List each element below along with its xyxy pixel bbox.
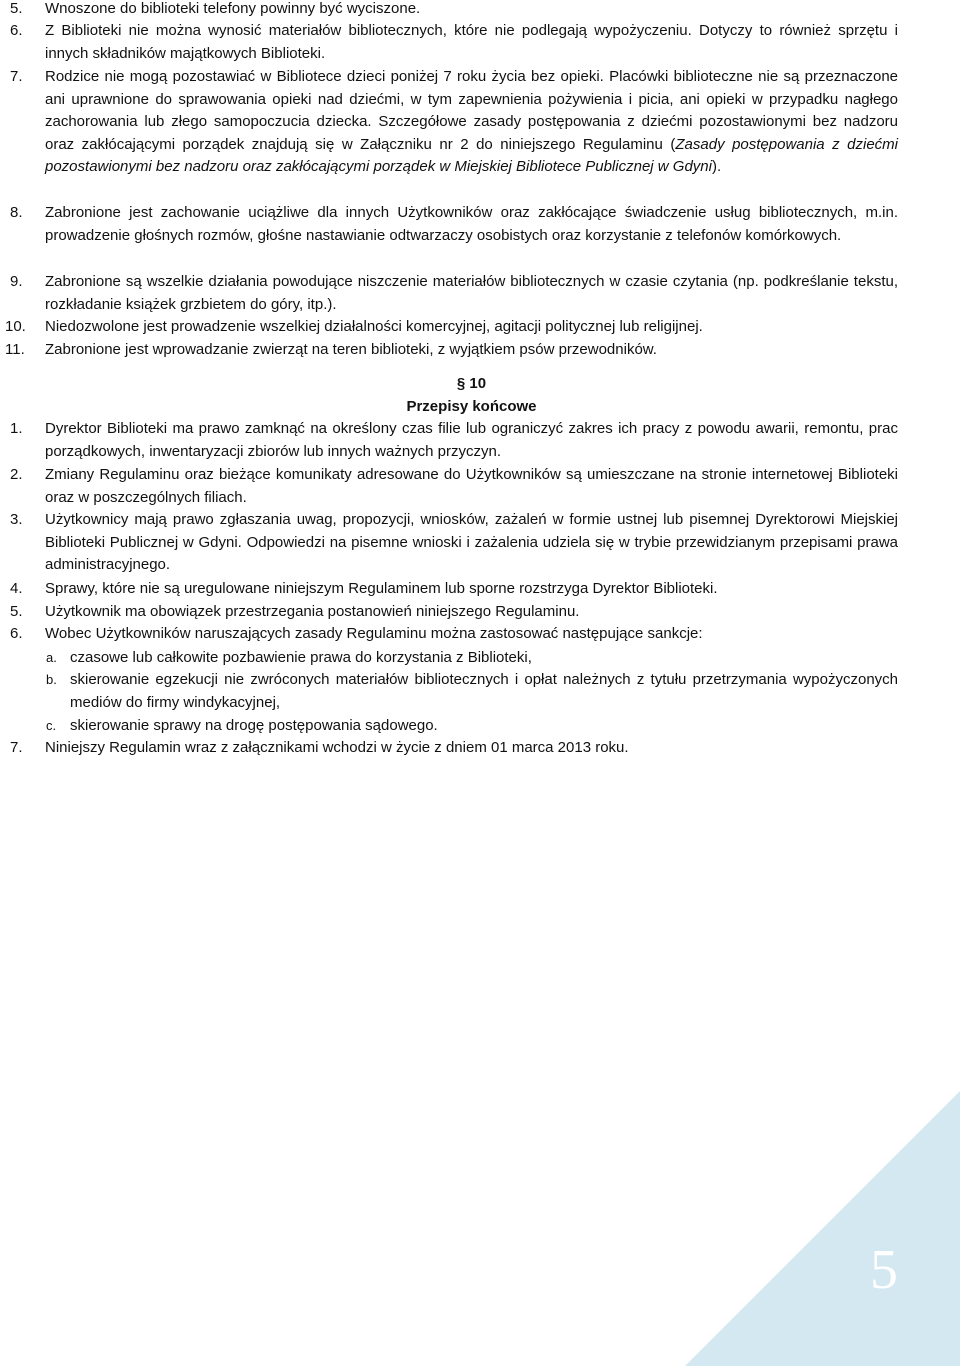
final-text: Niniejszy Regulamin wraz z załącznikami wchodzi w życie z dniem 01 marca 2013 roku. — [45, 739, 629, 756]
final-number: 7. — [10, 739, 23, 756]
sanction-text: skierowanie egzekucji nie zwróconych materiałów bibliotecznych i opłat należnych z tytułu przetrzymania wypożyczonych mediów do firmy windykacyjnej, — [70, 671, 898, 711]
final-text: Użytkownik ma obowiązek przestrzegania postanowień niniejszego Regulaminu. — [45, 603, 580, 620]
rule-number: 9. — [10, 273, 23, 290]
sanction-letter: c. — [46, 718, 57, 733]
final-number: 5. — [10, 603, 23, 620]
final-text: Użytkownicy mają prawo zgłaszania uwag, propozycji, wniosków, zażaleń w formie ustnej lub pisemnej Dyrektorowi Miejskiej Biblioteki Publicznej w Gdyni. Odpowiedzi na pisemne wnioski i zażalenia udziela się w trybie przewidzianym przepisami prawa administracyjnego. — [45, 511, 898, 574]
rule-number: 10. — [5, 318, 26, 335]
final-number: 4. — [10, 580, 23, 597]
final-number: 1. — [10, 420, 23, 437]
section-title: Przepisy końcowe — [406, 398, 537, 415]
sanction-letter: b. — [46, 672, 57, 687]
sanction-text: czasowe lub całkowite pozbawienie prawa do korzystania z Biblioteki, — [70, 649, 532, 666]
rule-text: Zabronione są wszelkie działania powodujące niszczenie materiałów bibliotecznych w czasie czytania (np. podkreślanie tekstu, rozkładanie książek grzbietem do góry, itp.). — [45, 273, 898, 313]
rule-text: Niedozwolone jest prowadzenie wszelkiej działalności komercyjnej, agitacji politycznej lub religijnej. — [45, 318, 703, 335]
final-number: 6. — [10, 625, 23, 642]
final-text: Dyrektor Biblioteki ma prawo zamknąć na określony czas filie lub ograniczyć zakres ich pracy z powodu awarii, remontu, prac porządkowych, inwentaryzacji zbiorów lub innych ważnych przyczyn. — [45, 420, 898, 460]
final-text: Sprawy, które nie są uregulowane niniejszym Regulaminem lub sporne rozstrzyga Dyrektor Biblioteki. — [45, 580, 718, 597]
rule-number: 5. — [10, 0, 23, 17]
rule-number: 6. — [10, 22, 23, 39]
corner-decoration — [685, 1091, 960, 1366]
rule-number: 8. — [10, 204, 23, 221]
sanction-text: skierowanie sprawy na drogę postępowania sądowego. — [70, 717, 438, 734]
page-number: 5 — [870, 1239, 898, 1301]
final-number: 3. — [10, 511, 23, 528]
rule-text: Zabronione jest wprowadzanie zwierząt na teren biblioteki, z wyjątkiem psów przewodników. — [45, 341, 657, 358]
sanction-letter: a. — [46, 650, 57, 665]
rule-text: Z Biblioteki nie można wynosić materiałów bibliotecznych, które nie podlegają wypożyczeniu. Dotyczy to również sprzętu i innych składników majątkowych Biblioteki. — [45, 22, 898, 62]
rule-text — [45, 66, 898, 179]
final-number: 2. — [10, 466, 23, 483]
section-number: § 10 — [456, 375, 487, 392]
final-text: Zmiany Regulaminu oraz bieżące komunikaty adresowane do Użytkowników są umieszczane na stronie internetowej Biblioteki oraz w poszczególnych filiach. — [45, 466, 898, 506]
rule-text: Zabronione jest zachowanie uciążliwe dla innych Użytkowników oraz zakłócające świadczenie usług bibliotecznych, m.in. prowadzenie głośnych rozmów, głośne nastawianie odtwarzaczy osobistych oraz korzystanie z telefonów komórkowych. — [45, 204, 898, 244]
rule-text-part: Placówki biblioteczne nie są przeznaczone ani uprawnione do sprawowania opieki nad dziećmi, w tym zapewnienia pożywienia i picia, ani opieki w przypadku nagłego zachorowania lub złego samopoczucia dziecka. Szczegółowe zasady postępowania z dziećmi pozostawionymi bez nadzoru oraz zakłócającymi porządek znajdują się w Załączniku nr 2 do niniejszego Regulaminu ( — [45, 68, 899, 153]
rule-number: 7. — [10, 68, 23, 85]
rule-number: 11. — [5, 341, 25, 358]
rule-text: Wnoszone do biblioteki telefony powinny być wyciszone. — [45, 0, 421, 17]
final-text: Wobec Użytkowników naruszających zasady Regulaminu można zastosować następujące sankcje: — [45, 625, 703, 642]
rule-text-part: Rodzice nie mogą pozostawiać w Bibliotece dzieci poniżej 7 roku życia bez opieki. — [45, 68, 604, 85]
rule-text-part: ). — [711, 158, 722, 176]
rule-text-italic: Zasady postępowania z dziećmi pozostawionymi bez nadzoru oraz zakłócającymi porządek w Miejskiej Bibliotece Publicznej w Gdyni — [45, 135, 899, 176]
